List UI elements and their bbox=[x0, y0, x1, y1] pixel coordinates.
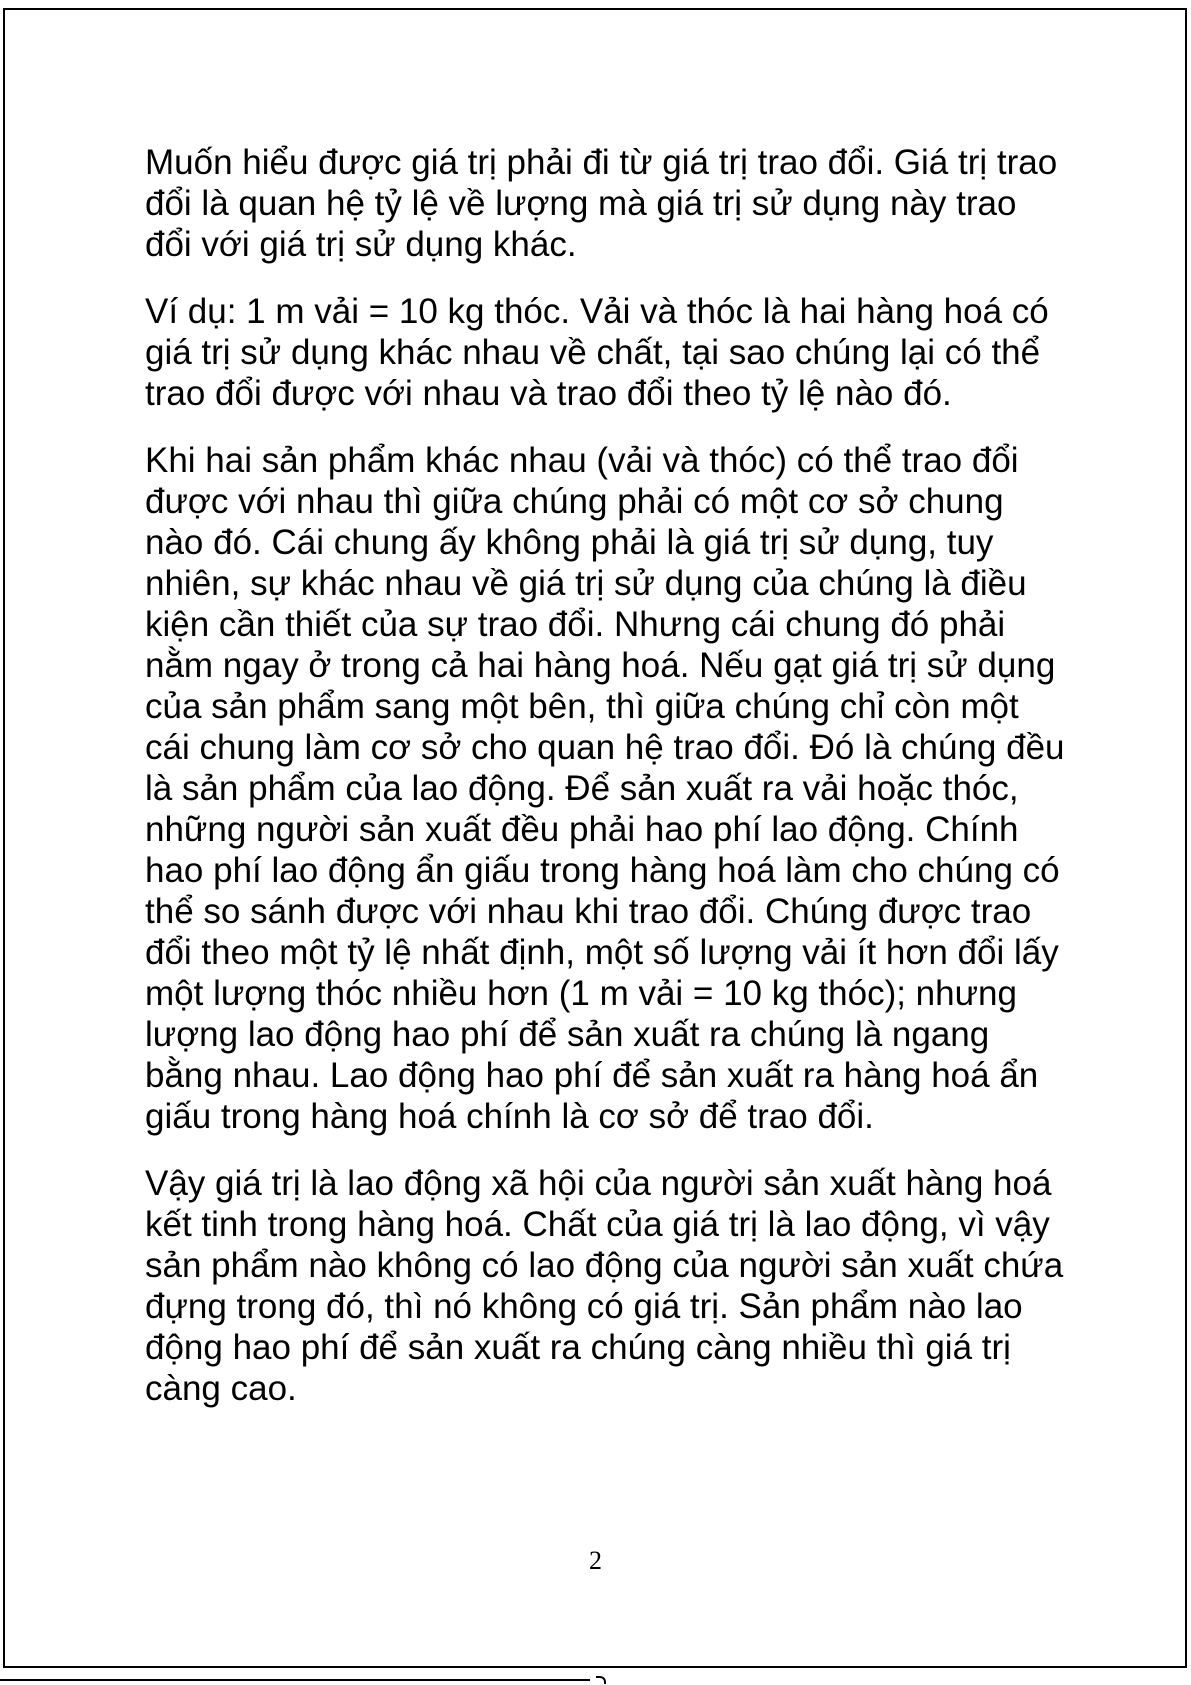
document-body bbox=[145, 142, 1065, 1435]
bottom-rule-mark bbox=[596, 1676, 606, 1684]
page-number: 2 bbox=[589, 1546, 602, 1575]
bottom-rule bbox=[0, 1679, 590, 1681]
paragraph-conclusion: Vậy giá trị là lao động xã hội của người sản xuất hàng hoá kết tinh trong hàng hoá. Chất của giá trị là lao động, vì vậy sản phẩm nào không có lao động của người sản xuất chứa đựng trong đó, thì nó không có giá trị. Sản phẩm nào lao động hao phí để sản xuất ra chúng càng nhiều thì giá trị càng cao. bbox=[145, 1164, 1064, 1408]
paragraph-exchange-value: Muốn hiểu được giá trị phải đi từ giá trị trao đổi. Giá trị trao đổi là quan hệ tỷ lệ về lượng mà giá trị sử dụng này trao đổi với giá trị sử dụng khác. bbox=[145, 143, 1058, 264]
paragraph-common-basis: Khi hai sản phẩm khác nhau (vải và thóc) có thể trao đổi được với nhau thì giữa chúng phải có một cơ sở chung nào đó. Cái chung ấy không phải là giá trị sử dụng, tuy nhiên, sự khác nhau về giá trị sử dụng của chúng là điều kiện cần thiết của sự trao đổi. Nhưng cái chung đó phải nằm ngay ở trong cả hai hàng hoá. Nếu gạt giá trị sử dụng của sản phẩm sang một bên, thì giữa chúng chỉ còn một cái chung làm cơ sở cho quan hệ trao đổi. Đó là chúng đều là sản phẩm của lao động. Để sản xuất ra vải hoặc thóc, những người sản xuất đều phải hao phí lao động. Chính hao phí lao động ẩn giấu trong hàng hoá làm cho chúng có thể so sánh được với nhau khi trao đổi. Chúng được trao đổi theo một tỷ lệ nhất định, một số lượng vải ít hơn đổi lấy một lượng thóc nhiều hơn (1 m vải = 10 kg thóc); nhưng lượng lao động hao phí để sản xuất ra chúng là ngang bằng nhau. Lao động hao phí để sản xuất ra hàng hoá ẩn giấu trong hàng hoá chính là cơ sở để trao đổi. bbox=[145, 441, 1065, 1136]
paragraph-example: Ví dụ: 1 m vải = 10 kg thóc. Vải và thóc là hai hàng hoá có giá trị sử dụng khác nhau về chất, tại sao chúng lại có thể trao đổi được với nhau và trao đổi theo tỷ lệ nào đó. bbox=[145, 292, 1049, 413]
